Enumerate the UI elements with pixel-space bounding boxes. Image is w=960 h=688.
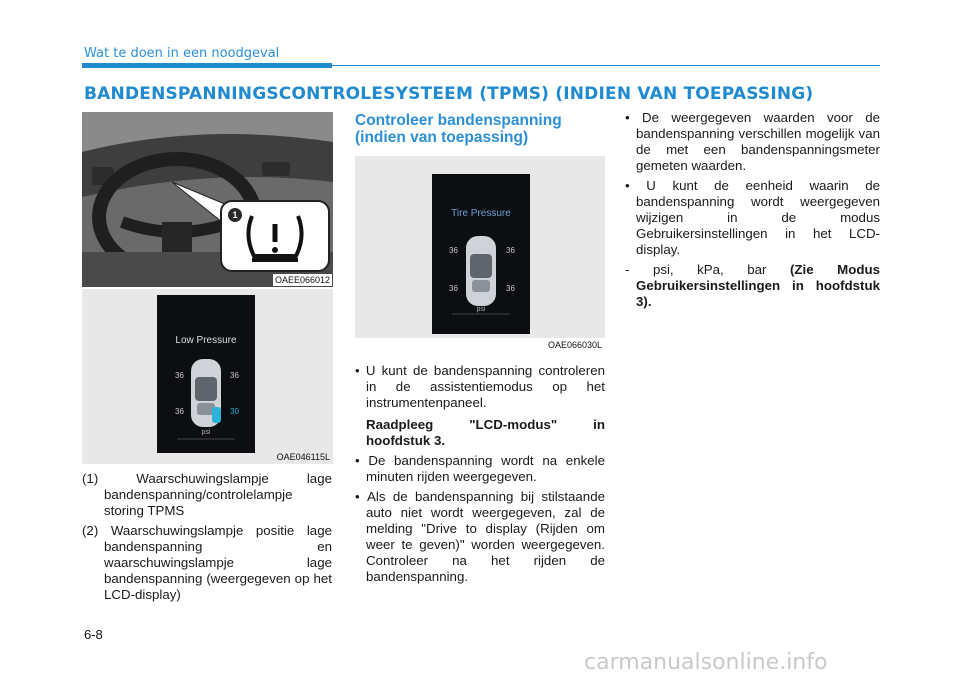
bullet-item: • De weergegeven waarden voor de bandenspanning verschillen mogelijk van de met een bandenspanningsmeter gemeten waarden. xyxy=(625,110,880,173)
bullet-item: • U kunt de eenheid waarin de bandenspanning wordt weergegeven wijzigen in de modus Gebruikersinstellingen in het LCD-display. xyxy=(625,178,880,257)
front-left-pressure: 36 xyxy=(449,246,458,255)
bullet-text: Als de bandenspanning bij stilstaande auto niet wordt weergegeven, zal de melding "Drive to display (Rijden om weer te geven)" worden weergegeven. Controleer na het rijden de bandenspanning. xyxy=(366,489,605,584)
right-text xyxy=(625,110,880,314)
reference-lcd-mode: Raadpleeg "LCD-modus" in hoofdstuk 3. xyxy=(366,417,605,448)
units-list: - psi, kPa, bar xyxy=(625,262,767,277)
dashboard-photo xyxy=(82,112,333,287)
bullet-text: U kunt de bandenspanning controleren in de assistentiemodus op het instrumentenpaneel. xyxy=(365,363,605,410)
reference-text xyxy=(355,417,605,449)
rear-right-pressure: 30 xyxy=(230,407,239,416)
tire-pressure-figure xyxy=(355,156,605,350)
sub-heading: Controleer bandenspanning (indien van toepassing) xyxy=(355,112,562,146)
list-item-2 xyxy=(82,523,332,603)
bullet-item: • Als de bandenspanning bij stilstaande auto niet wordt weergegeven, zal de melding "Drive to display (Rijden om weer te geven)" worden weergegeven. Controleer na het rijden de bandenspanning. xyxy=(355,489,605,584)
list-text-2: Waarschuwingslampje positie lage bandenspanning en waarschuwingslampje lage bandenspanning (weergegeven op het LCD-display) xyxy=(104,523,332,602)
lcd-title: Low Pressure xyxy=(175,335,237,346)
bullet-item: • De bandenspanning wordt na enkele minuten rijden weergegeven. xyxy=(355,453,605,484)
header-rule xyxy=(82,63,332,68)
front-right-pressure: 36 xyxy=(506,246,515,255)
page-title: BANDENSPANNINGSCONTROLESYSTEEM (TPMS) (INDIEN VAN TOEPASSING) xyxy=(84,84,814,104)
rear-left-pressure: 36 xyxy=(449,284,458,293)
rear-right-pressure: 36 xyxy=(506,284,515,293)
list-item-1 xyxy=(82,471,332,519)
bullet-text: De bandenspanning wordt na enkele minuten rijden weergegeven. xyxy=(366,453,605,484)
figure3-code: OAE066030L xyxy=(547,340,602,350)
lcd-title: Tire Pressure xyxy=(451,208,511,219)
bullet-text: De weergegeven waarden voor de bandenspanning verschillen mogelijk van de met een bandenspanningsmeter gemeten waarden. xyxy=(636,110,880,173)
front-left-pressure: 36 xyxy=(175,371,184,380)
units-item xyxy=(625,262,880,310)
watermark: carmanualsonline.info xyxy=(584,650,828,675)
bullet-item: • U kunt de bandenspanning controleren in de assistentiemodus op het instrumentenpaneel. xyxy=(355,363,605,410)
header-rule-thin xyxy=(332,65,880,66)
bullet-text: U kunt de eenheid waarin de bandenspanning wordt weergegeven wijzigen in de modus Gebruikersinstellingen in het LCD-display. xyxy=(636,178,880,257)
figure2-code: OAE046115L xyxy=(276,452,330,462)
callout-1: 1 xyxy=(228,208,242,222)
list-text-1: Waarschuwingslampje lage bandenspanning/controlelampje storing TPMS xyxy=(104,471,332,518)
list-marker-2: (2) xyxy=(82,523,99,538)
pressure-unit: psi xyxy=(201,429,211,436)
left-list xyxy=(82,471,332,607)
lcd-tire-pressure xyxy=(432,174,530,334)
list-marker-1: (1) xyxy=(82,471,99,486)
section-header: Wat te doen in een noodgeval xyxy=(84,46,280,61)
rear-left-pressure: 36 xyxy=(175,407,184,416)
low-pressure-figure xyxy=(82,289,333,464)
front-right-pressure: 36 xyxy=(230,371,239,380)
units-reference: (Zie Modus Gebruikersinstellingen in hoofdstuk 3). xyxy=(636,262,880,309)
page-number: 6-8 xyxy=(84,627,103,642)
lcd-low-pressure xyxy=(157,295,255,453)
pressure-unit: psi xyxy=(476,306,486,313)
figure1-code: OAEE066012 xyxy=(274,275,330,285)
middle-text xyxy=(355,363,605,589)
